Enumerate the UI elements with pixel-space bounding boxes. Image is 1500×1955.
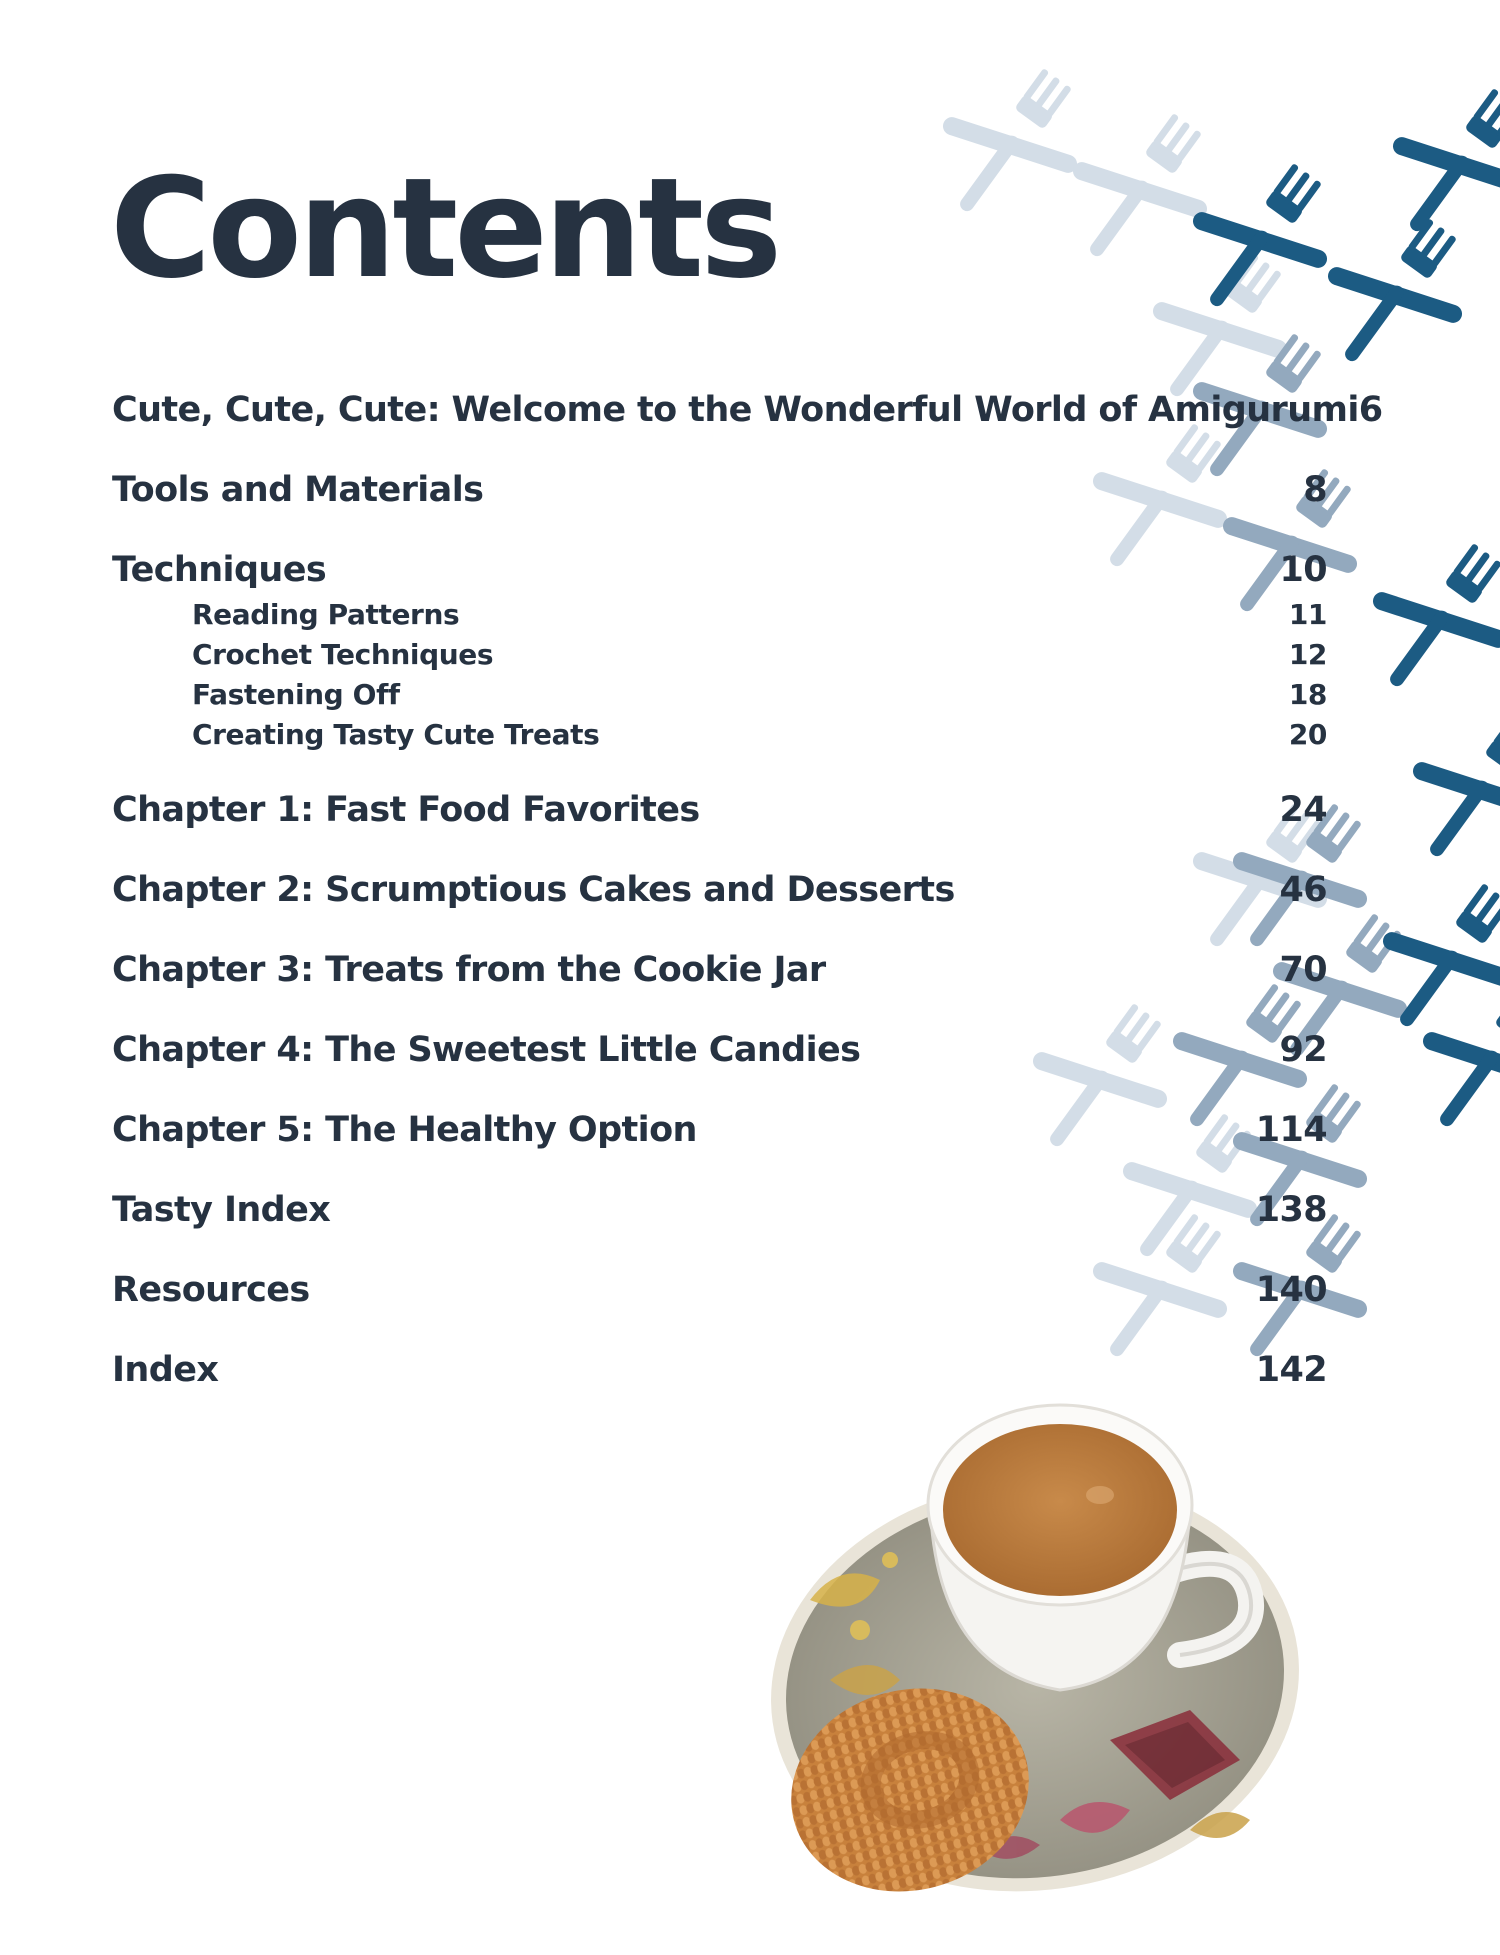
- tea-cup-photo: [770, 1380, 1330, 1940]
- toc-entry-page: 24: [1279, 790, 1327, 830]
- toc-entry-page: 142: [1255, 1350, 1327, 1390]
- toc-entry-page: 6: [1358, 390, 1383, 430]
- toc-subentry-page: 12: [1288, 638, 1327, 671]
- toc-entry-page: 114: [1255, 1110, 1327, 1150]
- toc-entry-page: 70: [1279, 950, 1327, 990]
- toc-entry-page: 10: [1279, 550, 1327, 590]
- toc-entry[interactable]: [112, 1190, 1327, 1230]
- toc-entry[interactable]: [112, 550, 1327, 590]
- toc-entry-title: Chapter 2: Scrumptious Cakes and Desserts: [112, 870, 955, 910]
- toc-subentry-title: Fastening Off: [192, 678, 400, 711]
- toc-entry[interactable]: [112, 790, 1327, 830]
- toc-entry-title: Cute, Cute, Cute: Welcome to the Wonderful World of Amigurumi: [112, 390, 1359, 430]
- toc-subentry[interactable]: [192, 638, 1327, 671]
- toc-entry-page: 138: [1255, 1190, 1327, 1230]
- toc-entry-title: Techniques: [112, 550, 327, 590]
- toc-entry-title: Tools and Materials: [112, 470, 484, 510]
- toc-entry-title: Tasty Index: [112, 1190, 331, 1230]
- toc-entry-title: Index: [112, 1350, 219, 1390]
- toc-subentry-title: Crochet Techniques: [192, 638, 494, 671]
- toc-subentry-title: Reading Patterns: [192, 598, 460, 631]
- toc-entry-page: 140: [1255, 1270, 1327, 1310]
- toc-entry[interactable]: [112, 390, 1383, 430]
- toc-entry-page: 8: [1303, 470, 1327, 510]
- toc-subentry-page: 11: [1288, 598, 1327, 631]
- toc-entry[interactable]: [112, 1110, 1327, 1150]
- toc-entry-title: Chapter 4: The Sweetest Little Candies: [112, 1030, 861, 1070]
- toc-subentry-title: Creating Tasty Cute Treats: [192, 718, 600, 751]
- toc-entry[interactable]: [112, 470, 1327, 510]
- toc-entry-title: Chapter 3: Treats from the Cookie Jar: [112, 950, 826, 990]
- toc-entry-page: 46: [1279, 870, 1327, 910]
- toc-subentry-page: 20: [1288, 718, 1327, 751]
- toc-entry[interactable]: [112, 870, 1327, 910]
- toc-subentry[interactable]: [192, 678, 1327, 711]
- toc-entry-title: Chapter 1: Fast Food Favorites: [112, 790, 700, 830]
- toc-entry-title: Resources: [112, 1270, 310, 1310]
- toc-subentry[interactable]: [192, 598, 1327, 631]
- toc-subentry-page: 18: [1288, 678, 1327, 711]
- toc-entry-title: Chapter 5: The Healthy Option: [112, 1110, 697, 1150]
- toc-entry[interactable]: [112, 1270, 1327, 1310]
- toc-entry[interactable]: [112, 950, 1327, 990]
- toc-entry[interactable]: [112, 1030, 1327, 1070]
- toc-subentry[interactable]: [192, 718, 1327, 751]
- page-title: Contents: [110, 148, 779, 309]
- toc-entry-page: 92: [1279, 1030, 1327, 1070]
